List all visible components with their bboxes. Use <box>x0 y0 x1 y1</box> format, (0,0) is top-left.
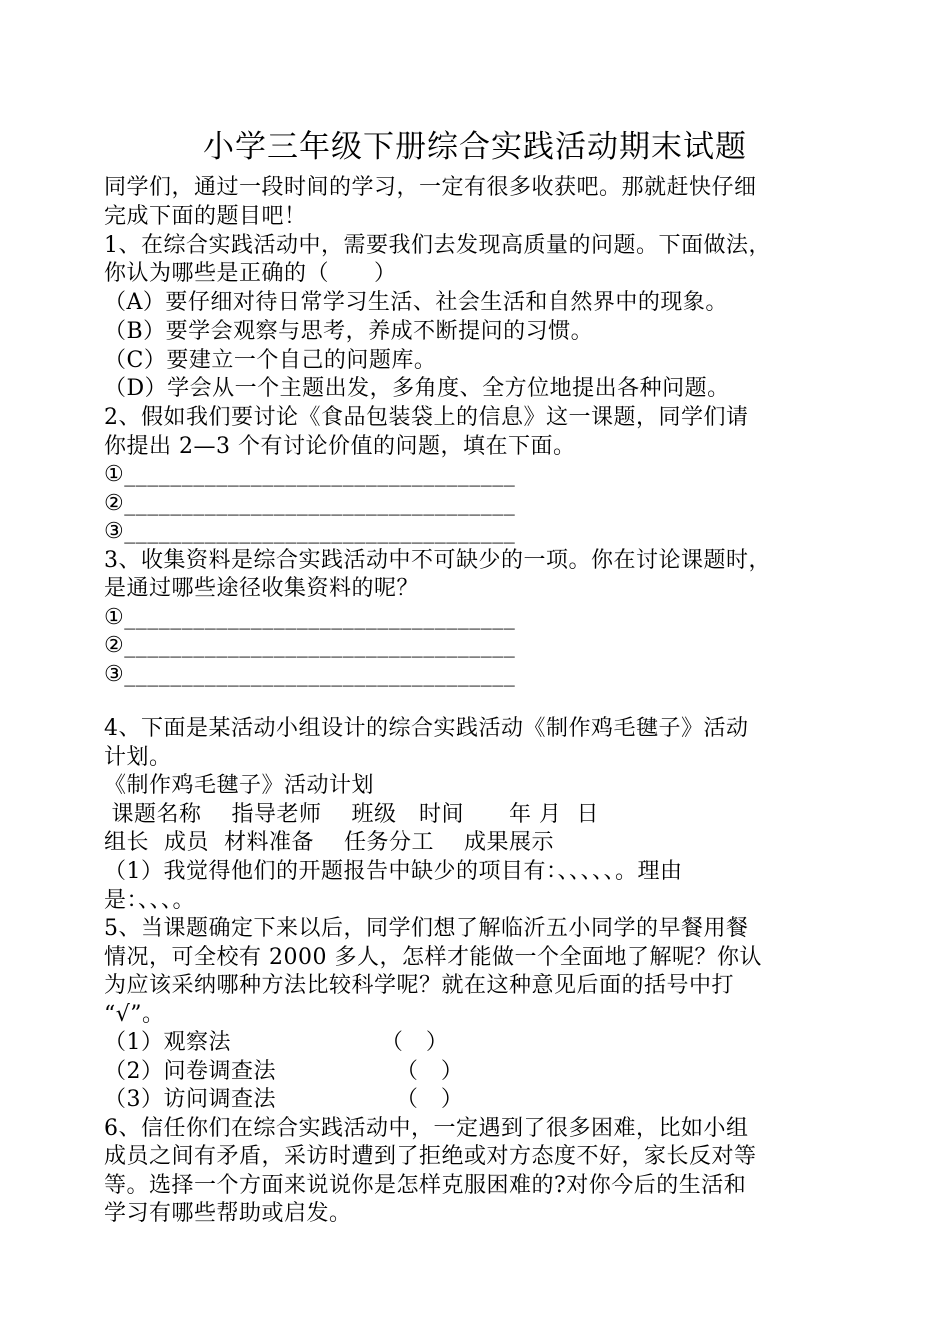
question-6-line-1: 6、信任你们在综合实践活动中，一定遇到了很多困难，比如小组 <box>104 1116 749 1141</box>
question-4-sub-1-line-1: （1）我觉得他们的开题报告中缺少的项目有：、、、、、。理由 <box>104 859 683 884</box>
option-d: （D）学会从一个主题出发，多角度、全方位地提出各种问题。 <box>104 376 730 401</box>
answer-blank-q2-1[interactable]: ①__________________________________ <box>104 462 516 487</box>
answer-blank-q3-3[interactable]: ③__________________________________ <box>104 662 516 687</box>
intro-line-2: 完成下面的题目吧！ <box>104 204 307 229</box>
question-6-line-2: 成员之间有矛盾，采访时遭到了拒绝或对方态度不好，家长反对等 <box>104 1144 757 1169</box>
answer-blank-q3-1[interactable]: ①__________________________________ <box>104 605 516 630</box>
question-6-line-4: 学习有哪些帮助或启发。 <box>104 1201 352 1226</box>
option-a: （A）要仔细对待日常学习生活、社会生活和自然界中的现象。 <box>104 290 728 315</box>
option-b: （B）要学会观察与思考，养成不断提问的习惯。 <box>104 319 594 344</box>
question-2-line-2: 你提出 2—3 个有讨论价值的问题，填在下面。 <box>104 434 576 459</box>
answer-blank-q2-3[interactable]: ③__________________________________ <box>104 519 516 544</box>
answer-blank-q3-2[interactable]: ②__________________________________ <box>104 633 516 658</box>
question-5-line-1: 5、当课题确定下来以后，同学们想了解临沂五小同学的早餐用餐 <box>104 916 749 941</box>
plan-fields-row-1: 课题名称 指导老师 班级 时间 年 月 日 <box>104 802 599 827</box>
question-1-line-1: 1、在综合实践活动中，需要我们去发现高质量的问题。下面做法， <box>104 233 771 258</box>
question-4-line-2: 计划。 <box>104 745 172 770</box>
plan-fields-row-2: 组长 成员 材料准备 任务分工 成果展示 <box>104 830 554 855</box>
question-4-sub-1-line-2: 是：、、、。 <box>104 888 196 913</box>
plan-title: 《制作鸡毛毽子》活动计划 <box>104 773 375 798</box>
question-3-line-2: 是通过哪些途径收集资料的呢？ <box>104 576 420 601</box>
question-6-line-3: 等。选择一个方面来说说你是怎样克服困难的?对你今后的生活和 <box>104 1173 747 1198</box>
question-5-line-2: 情况，可全校有 2000 多人，怎样才能做一个全面地了解呢？你认 <box>104 945 762 970</box>
question-4-line-1: 4、下面是某活动小组设计的综合实践活动《制作鸡毛毽子》活动 <box>104 716 749 741</box>
method-interview[interactable]: （3）访问调查法 （ ） <box>104 1087 464 1112</box>
question-5-line-4: “√”。 <box>104 1002 165 1027</box>
method-observation[interactable]: （1）观察法 （ ） <box>104 1030 449 1055</box>
intro-line-1: 同学们，通过一段时间的学习，一定有很多收获吧。那就赶快仔细 <box>104 175 757 200</box>
option-c: （C）要建立一个自己的问题库。 <box>104 348 437 373</box>
page-title: 小学三年级下册综合实践活动期末试题 <box>203 129 747 165</box>
method-questionnaire[interactable]: （2）问卷调查法 （ ） <box>104 1059 464 1084</box>
answer-blank-q2-2[interactable]: ②__________________________________ <box>104 491 516 516</box>
question-2-line-1: 2、假如我们要讨论《食品包装袋上的信息》这一课题，同学们请 <box>104 405 749 430</box>
question-5-line-3: 为应该采纳哪种方法比较科学呢？就在这种意见后面的括号中打 <box>104 973 735 998</box>
question-3-line-1: 3、收集资料是综合实践活动中不可缺少的一项。你在讨论课题时， <box>104 548 771 573</box>
question-1-line-2: 你认为哪些是正确的（ ） <box>104 261 397 286</box>
